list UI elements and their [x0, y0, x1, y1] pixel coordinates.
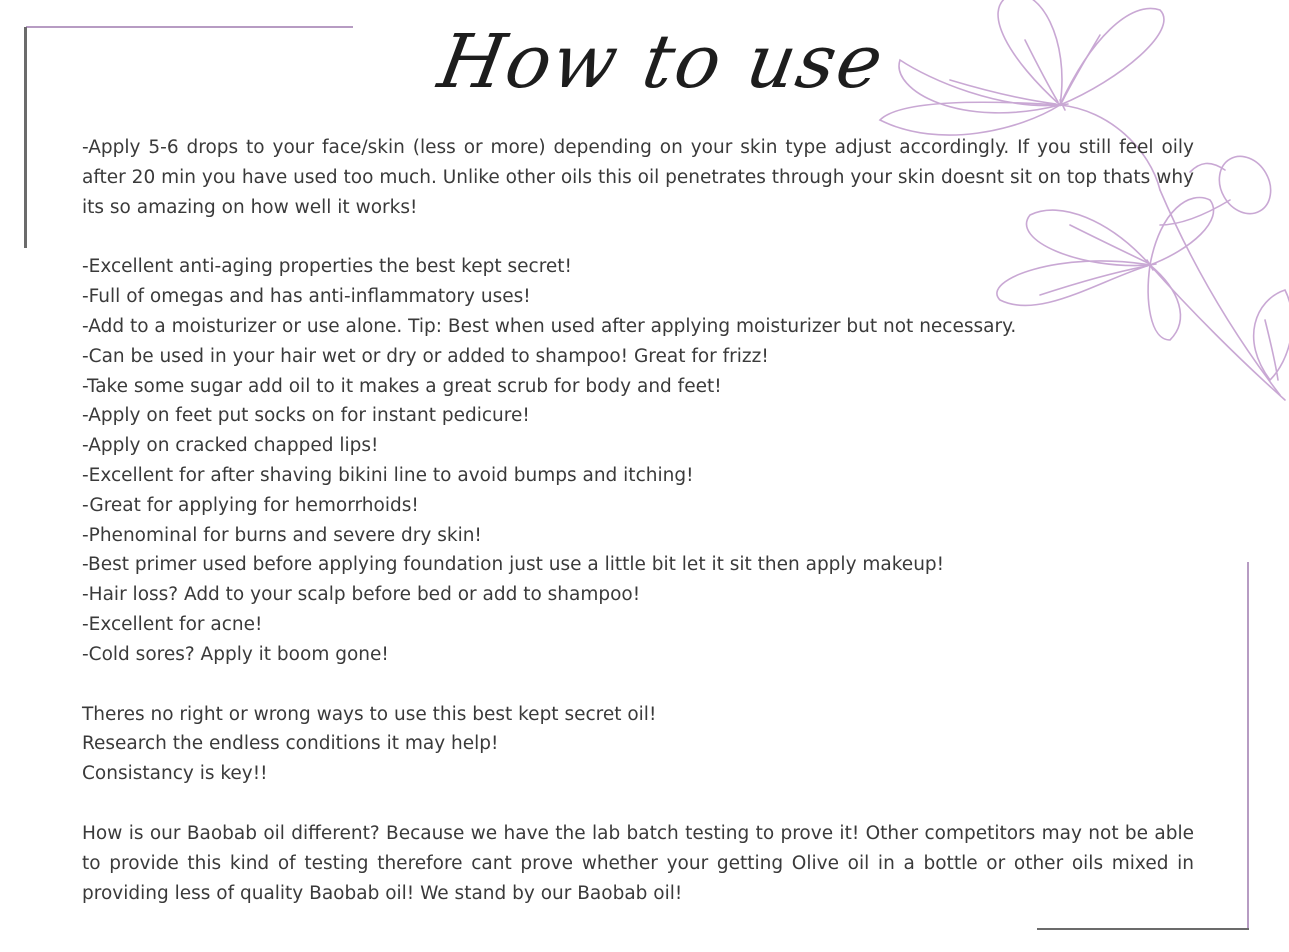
list-item: -Excellent for acne!: [82, 613, 263, 635]
list-item: -Best primer used before applying foundation just use a little bit let it sit then apply makeup!: [82, 554, 945, 576]
list-item: -Apply on feet put socks on for instant pedicure!: [82, 405, 530, 427]
closing-line: Research the endless conditions it may help!: [82, 733, 499, 755]
outro-paragraph: How is our Baobab oil different? Because we have the lab batch testing to prove it! Other competitors may not be able to provide this kind of testing therefore cant prove whether your getting Olive oil in a bottle or other oils mixed in providing less of quality Baobab oil! We stand by our Baobab oil!: [82, 822, 1194, 904]
list-item: -Excellent anti-aging properties the best kept secret!: [82, 256, 572, 278]
frame-top-left-horizontal: [26, 26, 353, 28]
closing-lines: [82, 700, 1194, 789]
frame-left-vertical: [24, 27, 27, 248]
list-item: -Can be used in your hair wet or dry or added to shampoo! Great for frizz!: [82, 345, 769, 367]
closing-line: Consistancy is key!!: [82, 763, 268, 785]
uses-list: [82, 252, 1194, 669]
frame-bottom-right-horizontal: [1037, 928, 1249, 930]
frame-right-vertical: [1247, 562, 1249, 930]
list-item: -Add to a moisturizer or use alone. Tip: Best when used after applying moisturizer but not necessary.: [82, 315, 1017, 337]
list-item: -Great for applying for hemorrhoids!: [82, 494, 419, 516]
list-item: -Full of omegas and has anti-inflammatory uses!: [82, 286, 531, 308]
list-item: -Hair loss? Add to your scalp before bed or add to shampoo!: [82, 584, 641, 606]
list-item: -Take some sugar add oil to it makes a great scrub for body and feet!: [82, 375, 722, 397]
list-item: -Apply on cracked chapped lips!: [82, 435, 379, 457]
list-item: -Phenominal for burns and severe dry skin!: [82, 524, 482, 546]
closing-line: Theres no right or wrong ways to use this best kept secret oil!: [82, 703, 657, 725]
list-item: -Cold sores? Apply it boom gone!: [82, 643, 389, 665]
intro-paragraph: -Apply 5-6 drops to your face/skin (less or more) depending on your skin type adjust accordingly. If you still feel oily after 20 min you have used too much. Unlike other oils this oil penetrates through your skin doesnt sit on top thats why its so amazing on how well it works!: [82, 137, 1194, 218]
main-content: [82, 133, 1194, 908]
list-item: -Excellent for after shaving bikini line to avoid bumps and itching!: [82, 464, 694, 486]
page-title: How to use: [432, 19, 891, 105]
